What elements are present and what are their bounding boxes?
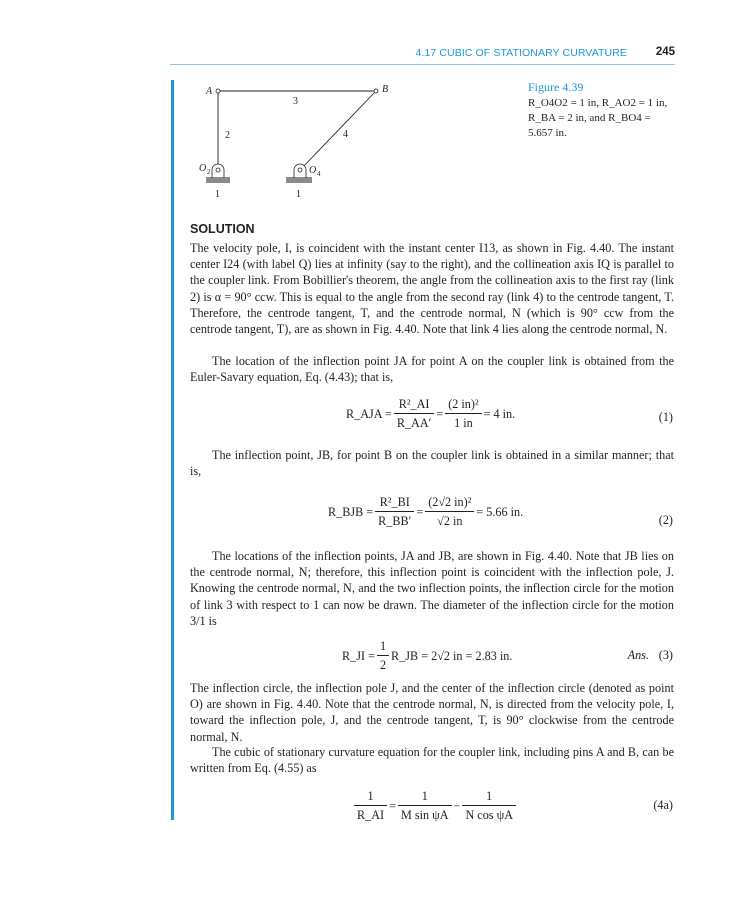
eq4-fraction-2: $\frac{1}{\text{M sin ψA}}$ xyxy=(398,788,452,823)
figure-caption-title: Figure 4.39 xyxy=(528,80,584,94)
linkage-diagram xyxy=(188,78,518,208)
label-a: A xyxy=(206,86,213,97)
equation-2-number: (2) xyxy=(658,513,673,527)
eq4-minus: − xyxy=(453,798,461,813)
eq1-fraction-1: $\frac{\text{R²\_AI}}{R\_AA'}$ xyxy=(394,396,435,431)
eq3-fraction: $\frac{1}{2}$ xyxy=(377,638,389,673)
figure-caption-body xyxy=(528,96,688,141)
label-o2-subscript: 2 xyxy=(207,168,211,176)
label-o2: O xyxy=(199,163,207,174)
caption-line: R_O4O2 = 1 in, R_AO2 = 1 in, xyxy=(528,97,668,109)
label-link-2: 2 xyxy=(225,130,230,141)
label-link-3: 3 xyxy=(293,96,298,107)
label-ground-right: 1 xyxy=(296,189,301,200)
page-number: 245 xyxy=(655,46,675,58)
solution-heading: SOLUTION xyxy=(190,222,255,236)
eq4-equals: = xyxy=(389,798,396,813)
equation-4a-number: (4a) xyxy=(653,798,673,812)
caption-line: 5.657 in. xyxy=(528,127,567,139)
equation-4a xyxy=(352,788,518,823)
label-link-4: 4 xyxy=(343,129,348,140)
equation-3 xyxy=(342,638,512,673)
equation-1-number: (1) xyxy=(658,410,673,424)
label-b: B xyxy=(382,84,389,95)
pin-a xyxy=(216,89,220,93)
label-ground-left: 1 xyxy=(215,189,220,200)
eq4-fraction-1: $\frac{1}{R\_AI}$ xyxy=(354,788,387,823)
eq2-lhs: R_BJB = xyxy=(328,504,374,519)
label-o4: O xyxy=(309,165,317,176)
eq2-fraction-2: $\frac{\text{(2√2 in)²}}{√2 in}$ xyxy=(425,494,474,529)
paragraph-inflection-pole: The inflection circle, the inflection pole J, and the center of the inflection circle (denoted as point O) are shown in Fig. 4.40. Note that the centrode normal, N, is directed from the velocity pole, I, toward the inflection pole, J, and the centrode tangent, T, is 90° clockwise from the centrode normal, N. xyxy=(190,681,674,744)
rocker-link xyxy=(300,91,376,170)
eq3-result: R_JB = 2√2 in = 2.83 in. xyxy=(391,648,513,663)
eq2-result: = 5.66 in. xyxy=(476,504,524,519)
eq1-result: = 4 in. xyxy=(483,406,516,421)
equation-3-number: (3) xyxy=(658,648,673,662)
running-header xyxy=(170,44,675,65)
eq2-fraction-1: $\frac{\text{R²\_BI}}{R\_BB'}$ xyxy=(375,494,414,529)
margin-rule xyxy=(171,80,174,820)
equation-2 xyxy=(328,494,523,529)
eq1-lhs: R_AJA = xyxy=(346,406,392,421)
eq1-fraction-2: $\frac{\text{(2 in)²}}{1 in}$ xyxy=(445,396,481,431)
pin-b xyxy=(374,89,378,93)
equation-1 xyxy=(346,396,515,431)
paragraph-cubic-equation: The cubic of stationary curvature equation for the coupler link, including pins A and B, can be written from Eq. (4.55) as xyxy=(190,745,674,776)
paragraph-inflection-a: The location of the inflection point JA for point A on the coupler link is obtained from the Euler-Savary equation, Eq. (4.43); that is, xyxy=(190,354,674,385)
eq3-lhs: R_JI = xyxy=(342,648,375,663)
linkage-figure xyxy=(188,78,518,208)
eq4-fraction-3: $\frac{1}{\text{N cos ψA}}$ xyxy=(462,788,516,823)
paragraph-velocity-pole: The velocity pole, I, is coincident with the instant center I13, as shown in Fig. 4.40. The instant center I24 (with label Q) lies at infinity (say to the right), and the collineation axis IQ is parallel to the coupler link. From Bobillier's theorem, the angle from the collineation axis to the first ray (link 2) is α = 90° ccw. This is equal to the angle from the second ray (link 4) to the centrode tangent, T. Therefore, the centrode tangent, T, and the centrode normal, N (which is 90° ccw from the centrode tangent, T), are as shown in Fig. 4.40. Note that link 4 lies along the centrode normal, N. xyxy=(190,241,674,337)
eq1-equals: = xyxy=(436,406,444,421)
paragraph-inflection-circle: The locations of the inflection points, JA and JB, are shown in Fig. 4.40. Note that JB lies on the centrode normal, N; therefore, this inflection point is coincident with the inflection pole, J. Knowing the centrode normal, N, and the two inflection points, the inflection circle for the motion of link 3 with respect to 1 can now be drawn. The diameter of the inflection circle for the motion 3/1 is xyxy=(190,549,674,628)
header-section-title: 4.17 CUBIC OF STATIONARY CURVATURE xyxy=(415,47,627,59)
paragraph-inflection-b: The inflection point, JB, for point B on the coupler link is obtained in a similar manner; that is, xyxy=(190,448,674,479)
eq2-equals: = xyxy=(416,504,424,519)
label-o4-subscript: 4 xyxy=(317,170,321,178)
answer-label: Ans. xyxy=(627,648,649,662)
caption-line: R_BA = 2 in, and R_BO4 = xyxy=(528,112,651,124)
